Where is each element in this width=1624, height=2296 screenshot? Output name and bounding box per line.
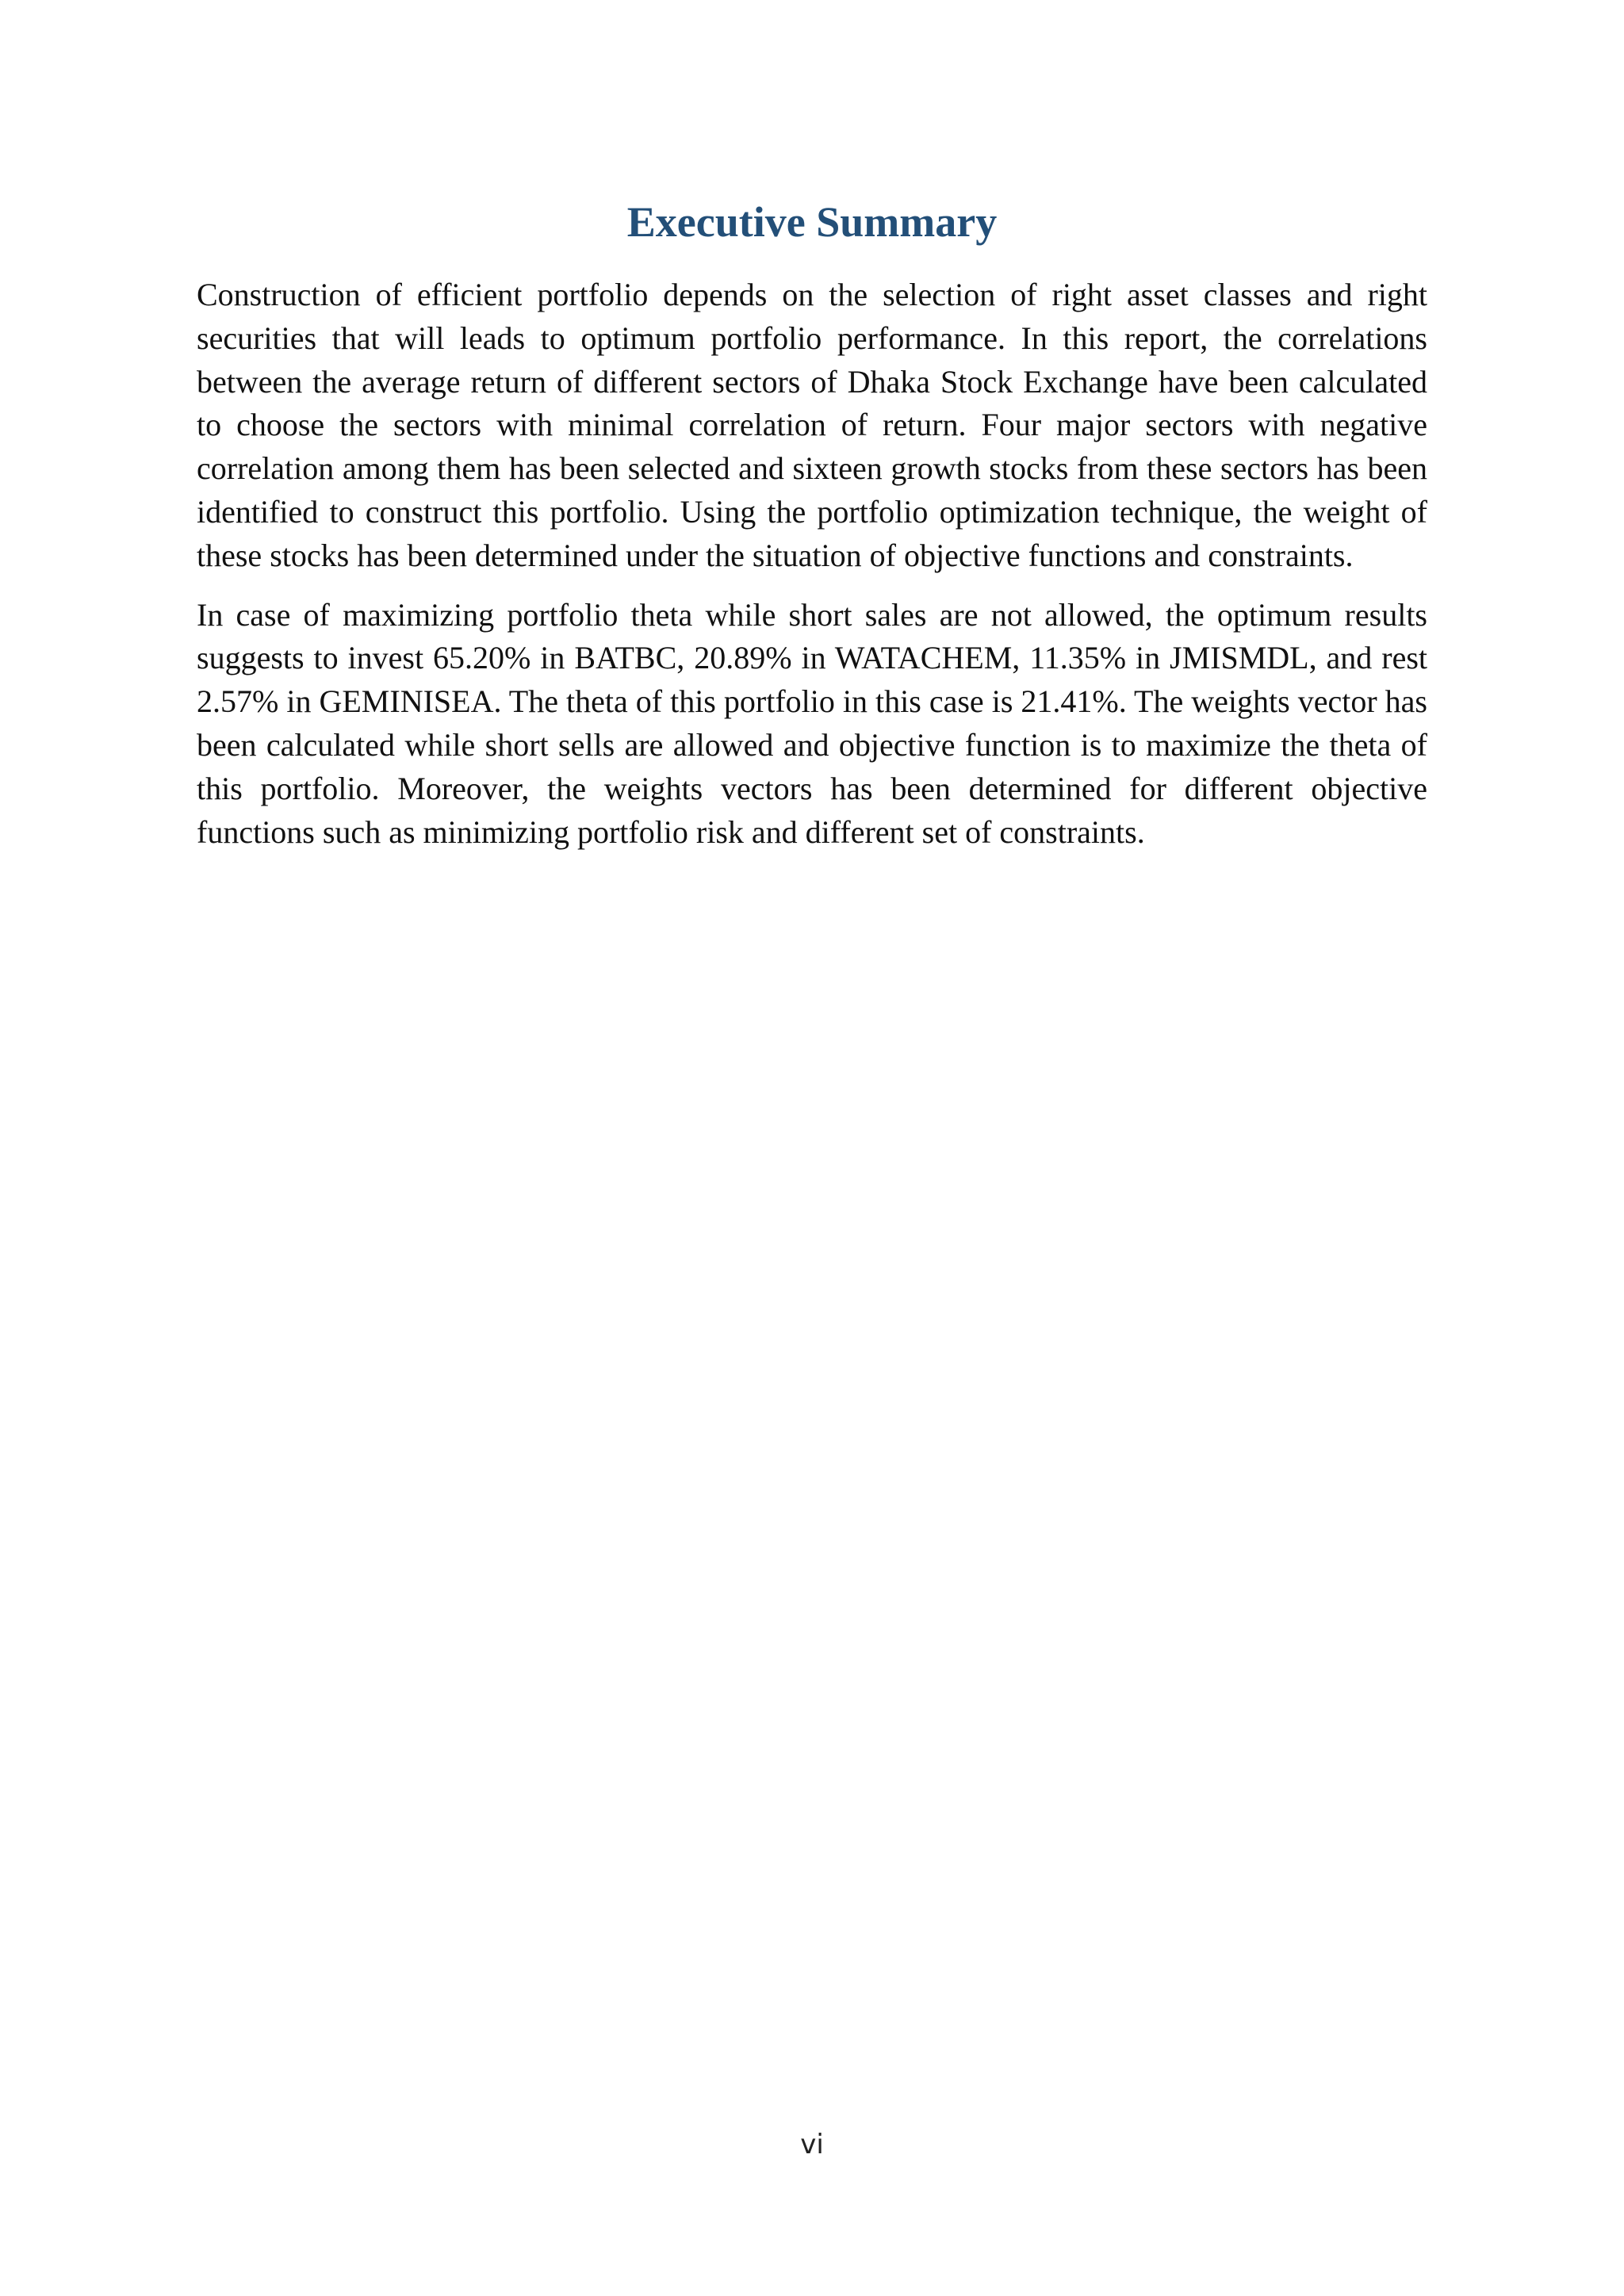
page-title: Executive Summary [626,198,998,246]
summary-body [197,274,1427,870]
page-number: vi [800,2129,824,2160]
summary-paragraph-2: In case of maximizing portfolio theta while short sales are not allowed, the optimum results suggests to invest 65.20% in BATBC, 20.89% in WATACHEM, 11.35% in JMISMDL, and rest 2.57% in GEMINISEA. The theta of this portfolio in this case is 21.41%. The weights vector has been calculated while short sells are allowed and objective function is to maximize the theta of this portfolio. Moreover, the weights vectors has been determined for different objective functions such as minimizing portfolio risk and different set of constraints. [197,596,1427,850]
summary-paragraph-1: Construction of efficient portfolio depends on the selection of right asset classes and right securities that will leads to optimum portfolio performance. In this report, the correlations between the average return of different sectors of Dhaka Stock Exchange have been calculated to choose the sectors with minimal correlation of return. Four major sectors with negative correlation among them has been selected and sixteen growth stocks from these sectors has been identified to construct this portfolio. Using the portfolio optimization technique, the weight of these stocks has been determined under the situation of objective functions and constraints. [197,277,1427,573]
